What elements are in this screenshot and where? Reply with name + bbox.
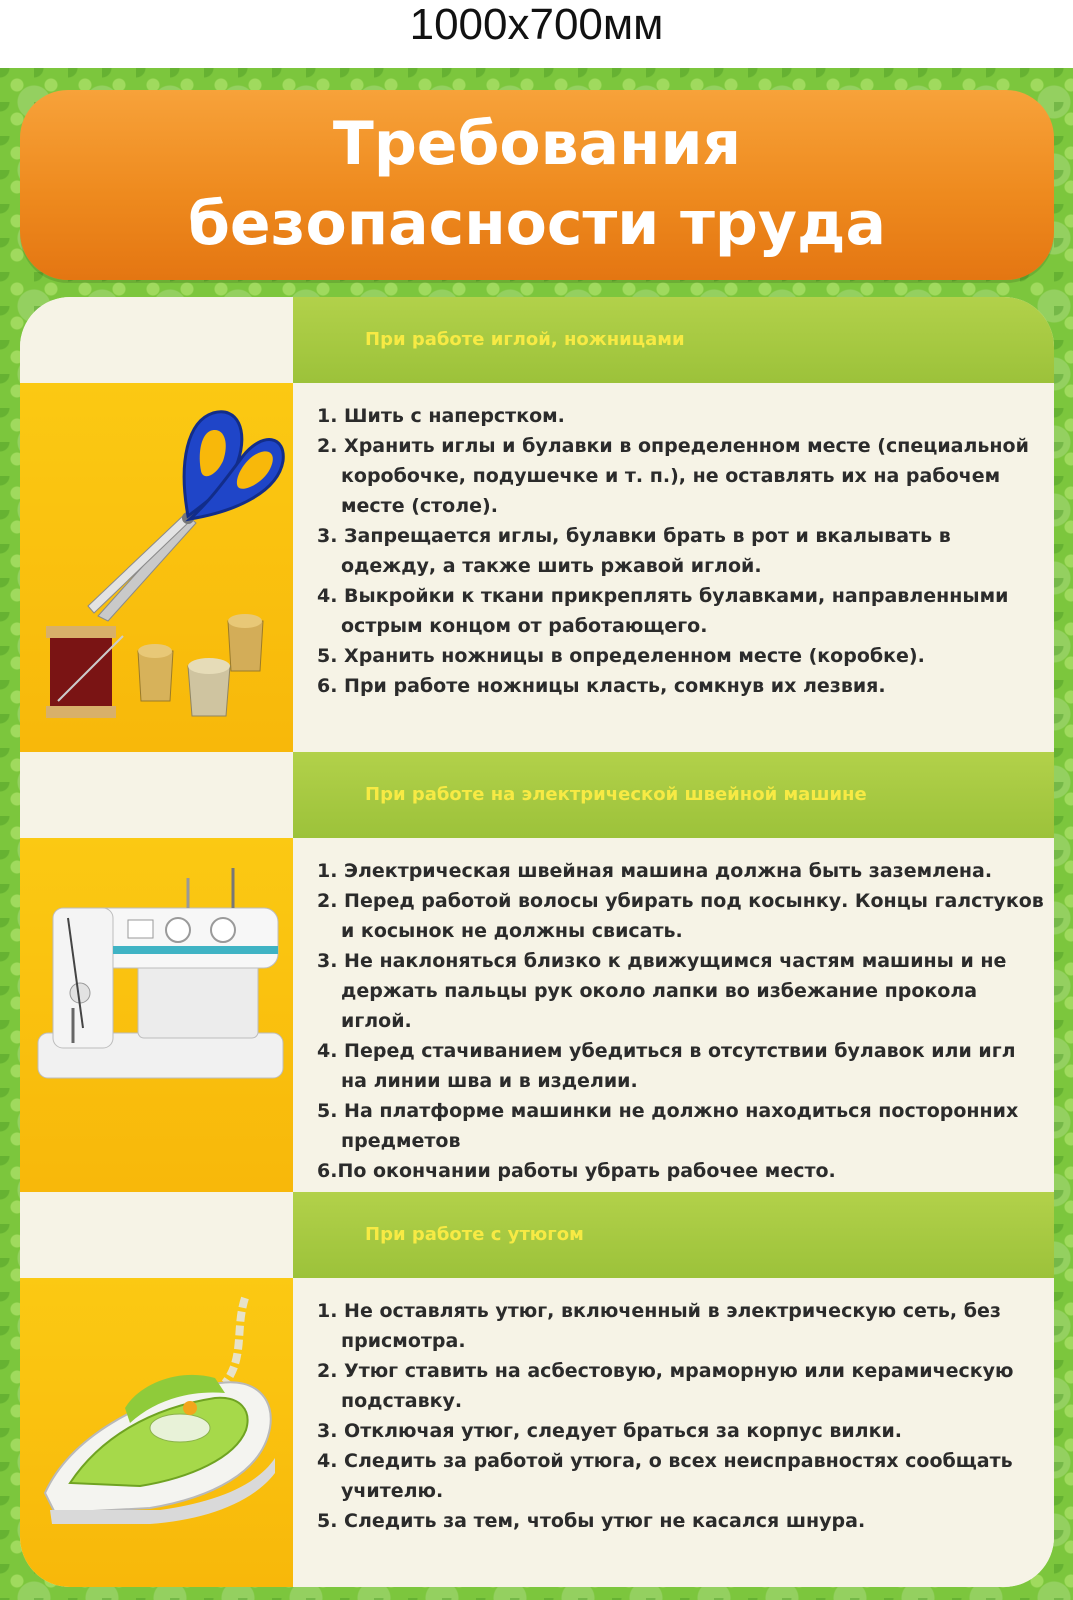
section-iron <box>20 1192 1054 1587</box>
section-heading-band <box>293 1192 1054 1278</box>
section-heading: При работе на электрической швейной машине <box>365 784 867 805</box>
rule-item: 4. Перед стачиванием убедиться в отсутствии булавок или игл на линии шва и в изделии. <box>317 1040 1016 1092</box>
band-left-spacer <box>20 297 293 383</box>
image-cell <box>20 383 293 752</box>
band-left-spacer <box>20 1192 293 1278</box>
rules-list <box>317 401 1044 701</box>
section-heading-band <box>293 752 1054 838</box>
image-cell <box>20 1278 293 1587</box>
poster <box>0 68 1073 1600</box>
section-heading-band <box>293 297 1054 383</box>
rule-item: 2. Перед работой волосы убирать под косынку. Концы галстуков и косынок не должны свисать. <box>317 890 1044 942</box>
section-heading: При работе с утюгом <box>365 1224 584 1245</box>
rules-cell <box>293 1278 1054 1587</box>
rule-item: 5. Следить за тем, чтобы утюг не касался шнура. <box>317 1510 866 1532</box>
rules-list <box>317 856 1044 1186</box>
rule-item: 1. Шить с наперстком. <box>317 405 565 427</box>
steam-iron-icon <box>30 1288 285 1528</box>
rule-item: 6.По окончании работы убрать рабочее место. <box>317 1160 836 1182</box>
rule-item: 2. Хранить иглы и булавки в определенном месте (специальной коробочке, подушечке и т. п.), не оставлять их на рабочем месте (столе). <box>317 435 1029 517</box>
title-line-1: Требования <box>332 109 742 179</box>
section-needle-scissors <box>20 297 1054 752</box>
rule-item: 3. Не наклоняться близко к движущимся частям машины и не держать пальцы рук около лапки во избежание прокола иглой. <box>317 950 1007 1032</box>
section-sewing-machine <box>20 752 1054 1192</box>
section-heading: При работе иглой, ножницами <box>365 329 685 350</box>
rule-item: 1. Не оставлять утюг, включенный в электрическую сеть, без присмотра. <box>317 1300 1001 1352</box>
rules-cell <box>293 383 1054 752</box>
rule-item: 3. Отключая утюг, следует браться за корпус вилки. <box>317 1420 903 1442</box>
rule-item: 3. Запрещается иглы, булавки брать в рот и вкалывать в одежду, а также шить ржавой иглой. <box>317 525 951 577</box>
sewing-machine-icon <box>28 858 288 1098</box>
rule-item: 4. Следить за работой утюга, о всех неисправностях сообщать учителю. <box>317 1450 1013 1502</box>
title-line-2: безопасности труда <box>188 189 886 259</box>
rule-item: 4. Выкройки к ткани прикреплять булавками, направленными острым концом от работающего. <box>317 585 1009 637</box>
rule-item: 6. При работе ножницы класть, сомкнув их лезвия. <box>317 675 886 697</box>
band-left-spacer <box>20 752 293 838</box>
rule-item: 5. Хранить ножницы в определенном месте (коробке). <box>317 645 925 667</box>
scissors-thimbles-thread-icon <box>38 401 288 721</box>
rule-item: 2. Утюг ставить на асбестовую, мраморную или керамическую подставку. <box>317 1360 1014 1412</box>
poster-size-label: 1000x700мм <box>409 0 664 49</box>
rules-cell <box>293 838 1054 1192</box>
image-cell <box>20 838 293 1192</box>
rule-item: 5. На платформе машинки не должно находиться посторонних предметов <box>317 1100 1019 1152</box>
rule-item: 1. Электрическая швейная машина должна быть заземлена. <box>317 860 993 882</box>
rules-list <box>317 1296 1044 1536</box>
title-banner <box>20 90 1054 280</box>
content-panel <box>20 297 1054 1587</box>
